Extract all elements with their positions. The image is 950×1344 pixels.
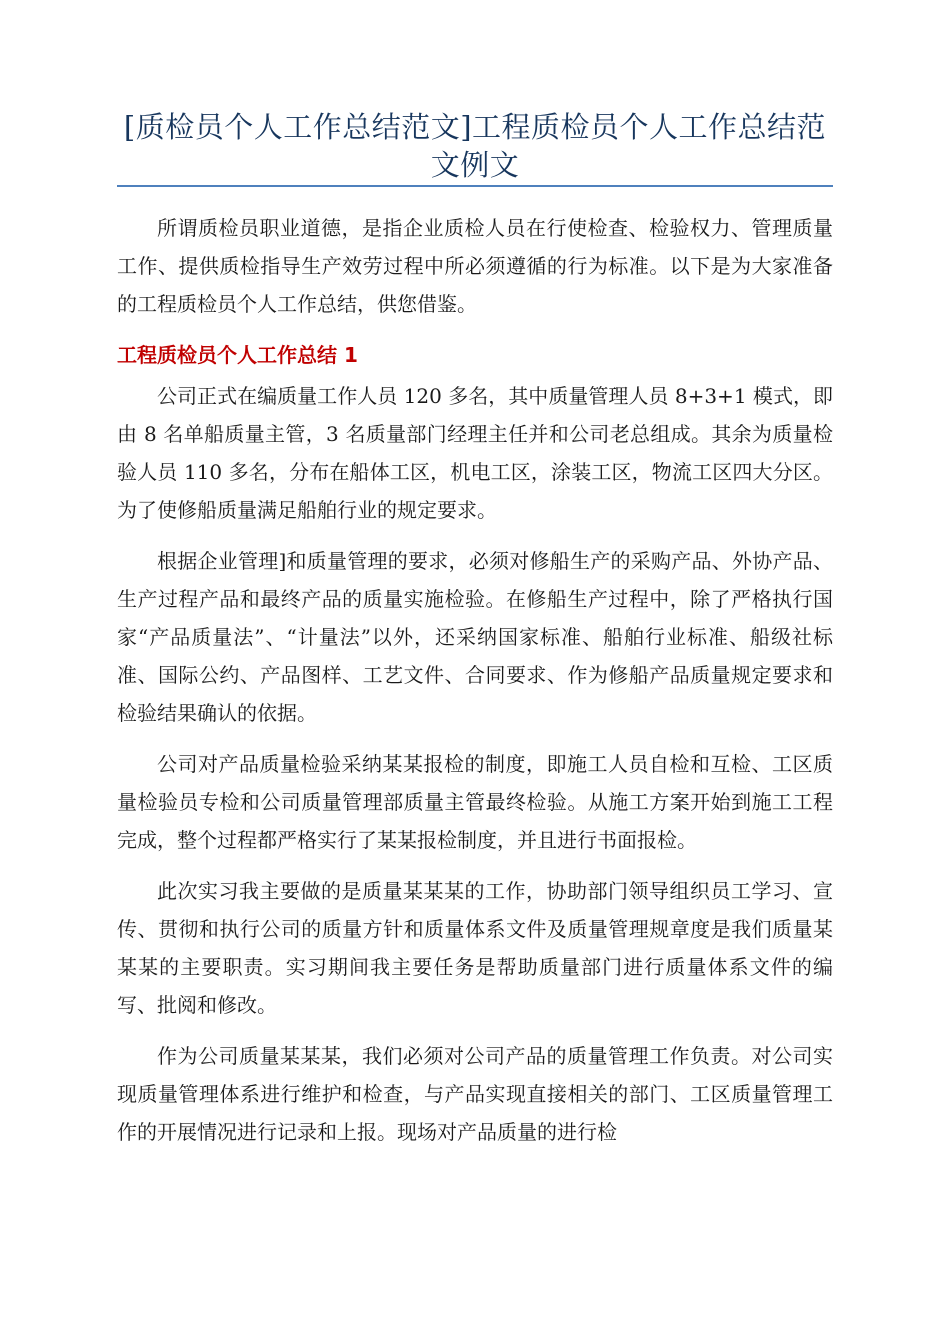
document-title: [质检员个人工作总结范文]工程质检员个人工作总结范文例文 — [123, 110, 827, 182]
body-paragraph-4: 此次实习我主要做的是质量某某某的工作，协助部门领导组织员工学习、宣传、贯彻和执行公司的质量方针和质量体系文件及质量管理规章度是我们质量某某某的主要职责。实习期间我主要任务是帮助质量部门进行质量体系文件的编写、批阅和修改。 — [117, 879, 833, 1017]
intro-paragraph: 所谓质检员职业道德，是指企业质检人员在行使检查、检验权力、管理质量工作、提供质检指导生产效劳过程中所必须遵循的行为标准。以下是为大家准备的工程质检员个人工作总结，供您借鉴。 — [117, 216, 833, 316]
section-heading: 工程质检员个人工作总结 1 — [117, 343, 358, 367]
body-paragraph-2: 根据企业管理]和质量管理的要求，必须对修船生产的采购产品、外协产品、生产过程产品和最终产品的质量实施检验。在修船生产过程中，除了严格执行国家“产品质量法”、“计量法”以外，还采纳国家标准、船舶行业标准、船级社标准、国际公约、产品图样、工艺文件、合同要求、作为修船产品质量规定要求和检验结果确认的依据。 — [117, 549, 833, 725]
body-paragraph-1: 公司正式在编质量工作人员 120 多名，其中质量管理人员 8+3+1 模式，即由 8 名单船质量主管，3 名质量部门经理主任并和公司老总组成。其余为质量检验人员 110 多名，分布在船体工区，机电工区，涂装工区，物流工区四大分区。为了使修船质量满足船舶行业的规定要求。 — [117, 384, 833, 522]
body-paragraph-5: 作为公司质量某某某，我们必须对公司产品的质量管理工作负责。对公司实现质量管理体系进行维护和检查，与产品实现直接相关的部门、工区质量管理工作的开展情况进行记录和上报。现场对产品质量的进行检 — [117, 1044, 833, 1144]
body-paragraph-3: 公司对产品质量检验采纳某某报检的制度，即施工人员自检和互检、工区质量检验员专检和公司质量管理部质量主管最终检验。从施工方案开始到施工工程完成，整个过程都严格实行了某某报检制度，并且进行书面报检。 — [117, 752, 833, 852]
title-underline — [117, 185, 833, 187]
document-body — [117, 209, 833, 1164]
